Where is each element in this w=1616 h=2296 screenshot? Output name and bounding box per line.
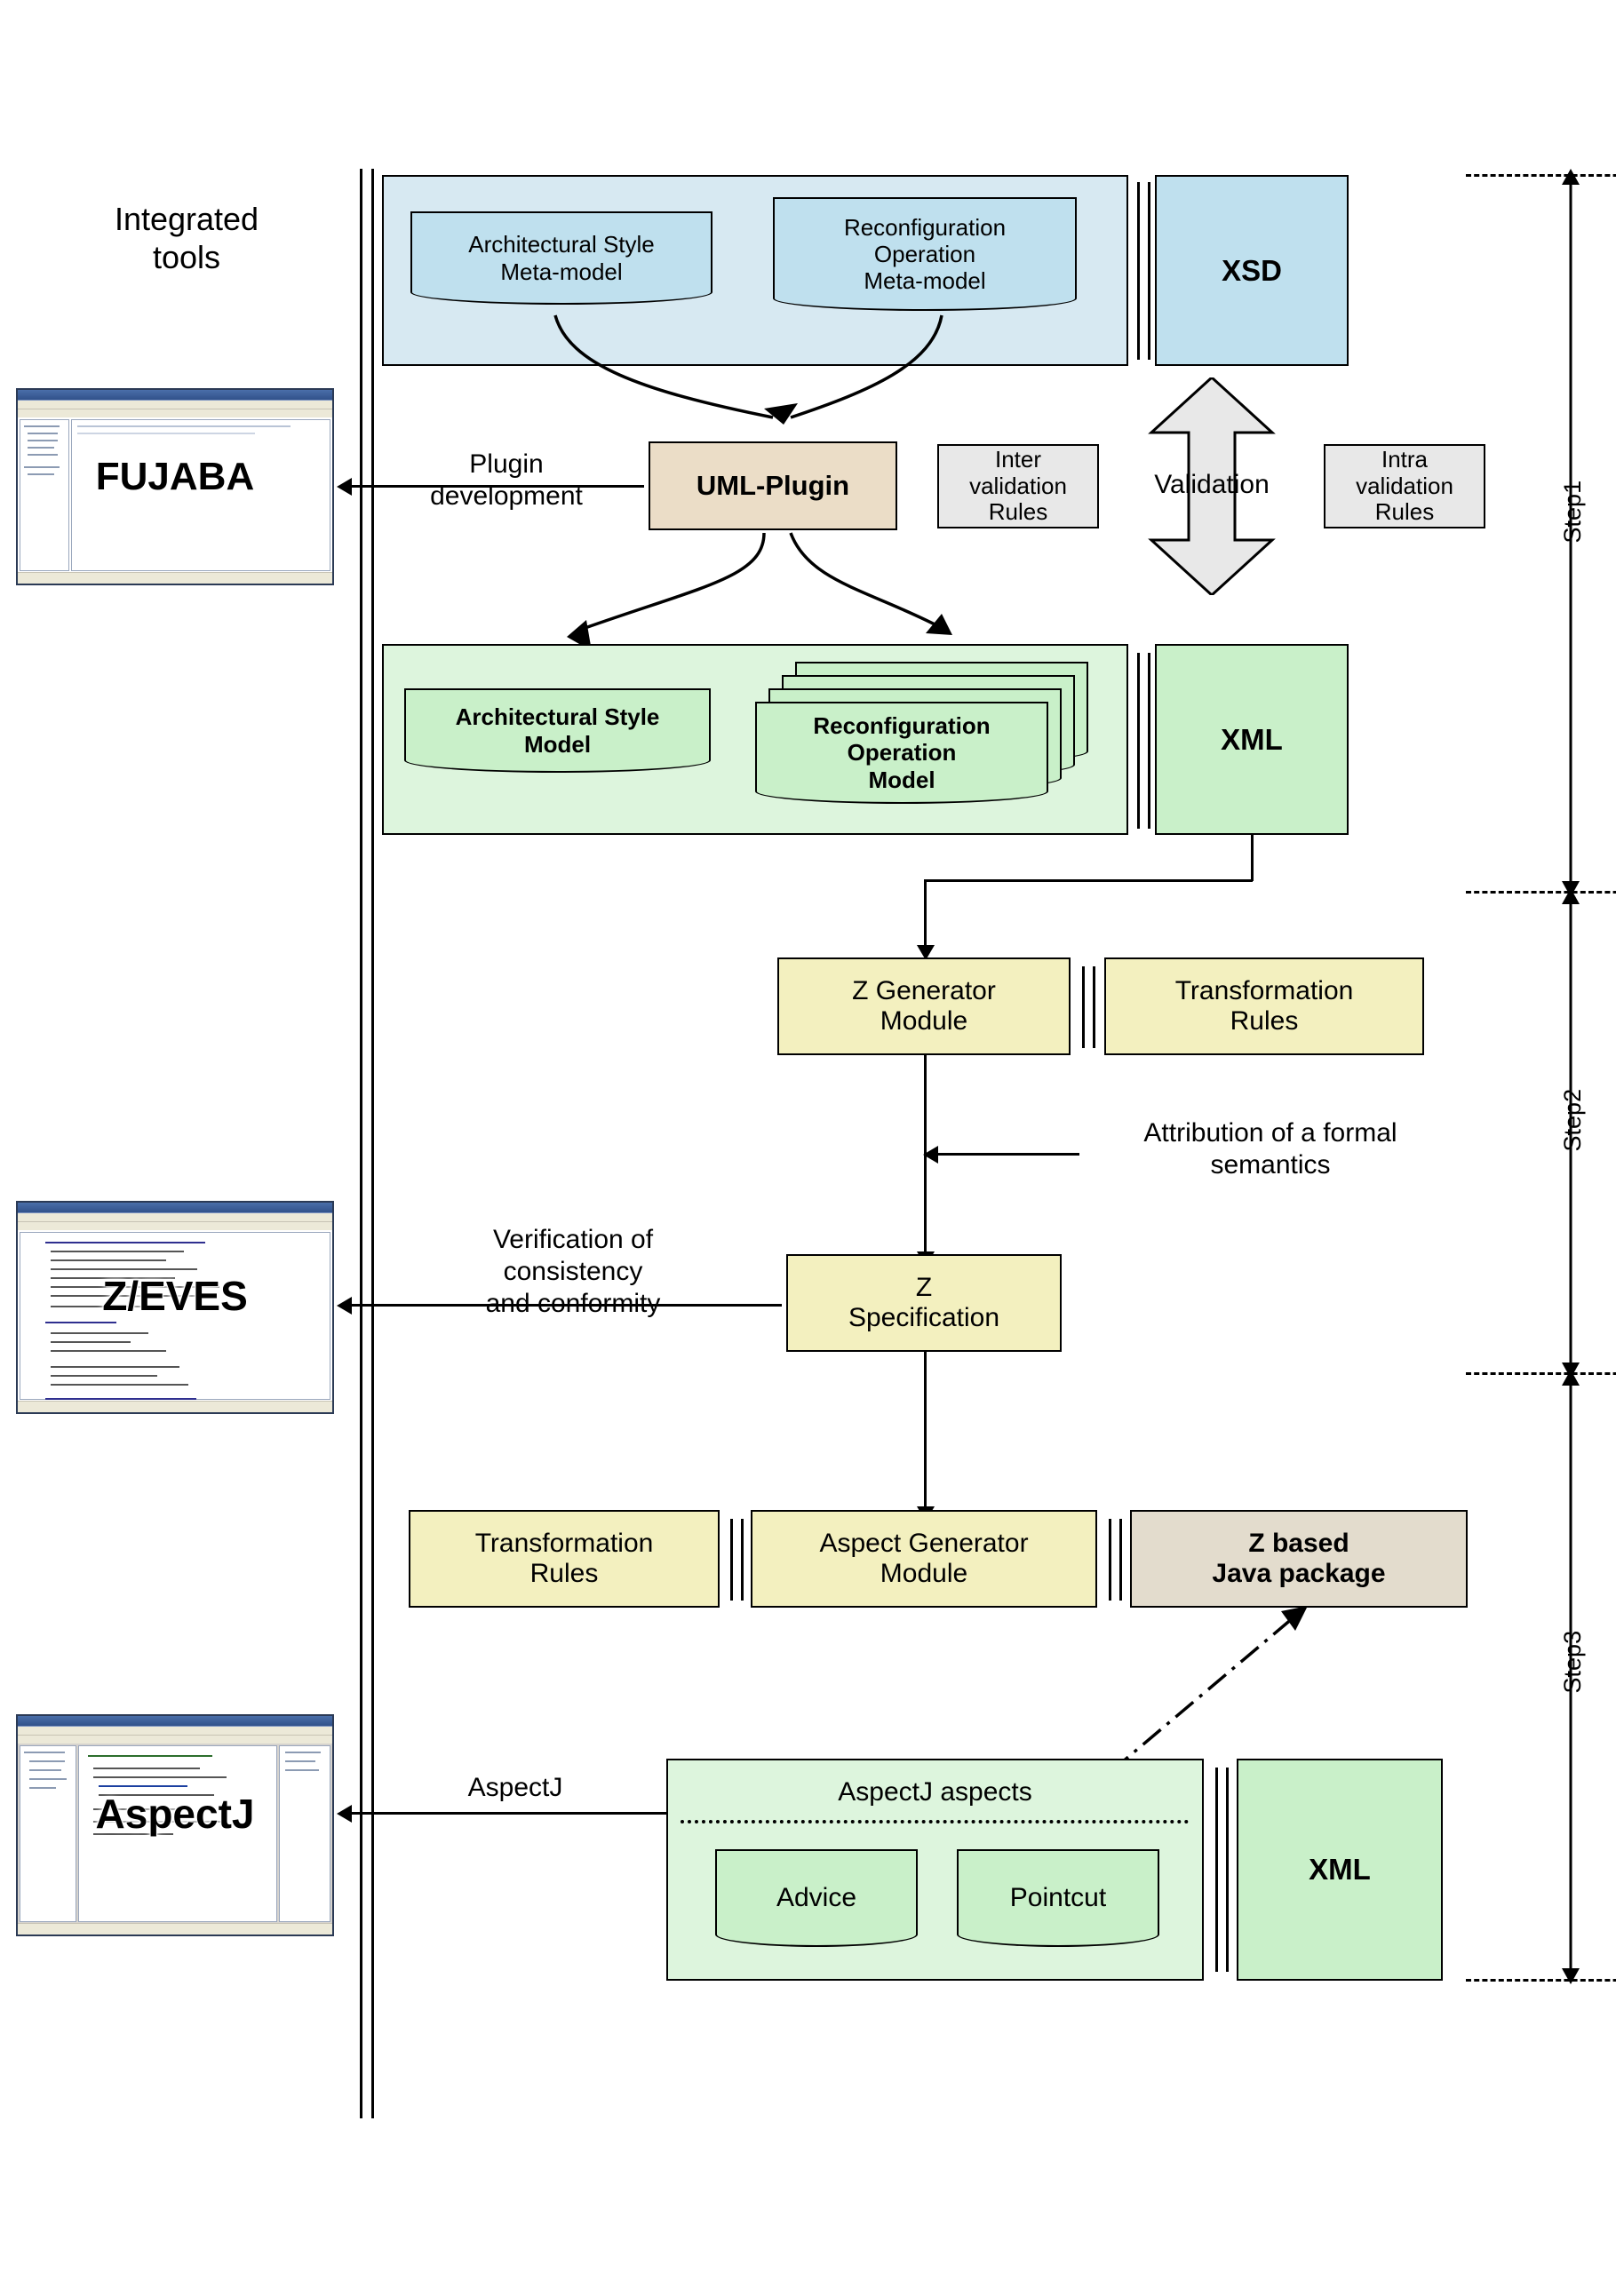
inter-line3: Rules: [988, 498, 1048, 526]
asm-line2: Model: [523, 730, 592, 758]
javapkg-line2: Java package: [1212, 1559, 1386, 1588]
vertical-spine: [360, 169, 374, 2118]
separator-rules-aspectgen: [730, 1519, 744, 1601]
rom-line1: Reconfiguration: [813, 712, 991, 740]
zgen-line2: Module: [880, 1006, 968, 1036]
xml-step3-label: XML: [1309, 1853, 1371, 1887]
asm-line1: Architectural Style: [455, 703, 660, 731]
integrated-tools-label: [53, 200, 320, 276]
step3-label: [1558, 1609, 1587, 1715]
step-divider-1-2: [1466, 891, 1616, 894]
xml-to-zgen-vline-2: [924, 879, 927, 946]
xml-to-zgen-vline-1: [1251, 835, 1254, 881]
aspectj-arrow-label: [382, 1772, 649, 1804]
xsd-box[interactable]: [1155, 175, 1349, 366]
architectural-style-model-box[interactable]: [404, 688, 711, 773]
architectural-style-metamodel-box[interactable]: [410, 211, 712, 305]
romm-line1: Reconfiguration: [843, 213, 1007, 241]
attribution-label: [1075, 1117, 1466, 1181]
xml-step1-label: XML: [1221, 722, 1283, 756]
aspectgen-line1: Aspect Generator: [819, 1528, 1029, 1558]
xml-to-zgen-hline: [924, 879, 1253, 882]
step2-label: [1558, 1067, 1587, 1173]
intra-validation-rules-box[interactable]: [1324, 444, 1485, 528]
separator-aspectgen-javapkg: [1109, 1519, 1122, 1601]
step2-text: Step2: [1558, 1088, 1586, 1152]
pointcut-label: Pointcut: [1009, 1882, 1107, 1912]
aspectj-arrow-text: AspectJ: [467, 1773, 563, 1802]
romm-line2: Operation: [873, 240, 976, 267]
aspectj-caption: [16, 1790, 334, 1838]
fujaba-caption: [16, 455, 334, 499]
tr3-line1: Transformation: [474, 1528, 654, 1558]
aspectj-arrow: [351, 1812, 666, 1815]
aspectj-caption-text: AspectJ: [95, 1791, 255, 1837]
tr3-line2: Rules: [529, 1559, 599, 1588]
verification-line2: consistency: [503, 1257, 643, 1286]
aspects-to-javapkg-arrow: [1075, 1599, 1430, 1785]
step3-text: Step3: [1558, 1630, 1586, 1694]
uml-plugin-label: UML-Plugin: [696, 470, 850, 502]
integrated-tools-line2: tools: [152, 239, 221, 276]
advice-label: Advice: [776, 1882, 857, 1912]
separator-model-xml: [1137, 653, 1150, 829]
separator-zgen-rules: [1082, 966, 1095, 1048]
step1-text: Step1: [1558, 480, 1586, 544]
step-divider-bottom: [1466, 1979, 1616, 1982]
inter-line2: validation: [969, 472, 1067, 499]
romm-line3: Meta-model: [864, 267, 986, 295]
separator-aspects-xml: [1215, 1768, 1229, 1972]
inter-line1: Inter: [994, 446, 1041, 473]
attribution-line1: Attribution of a formal: [1143, 1118, 1397, 1148]
verification-line1: Verification of: [492, 1225, 654, 1254]
reconfiguration-operation-model-box[interactable]: [755, 702, 1048, 804]
aspectj-aspects-title: [666, 1776, 1204, 1808]
rom-line2: Operation: [847, 739, 957, 767]
attribution-arrow: [937, 1153, 1079, 1156]
zspec-line1: Z: [915, 1272, 933, 1302]
advice-box[interactable]: [715, 1849, 918, 1947]
aspectj-aspects-divider: [681, 1820, 1189, 1823]
asmm-line1: Architectural Style: [468, 231, 655, 258]
zspec-line2: Specification: [848, 1303, 1000, 1332]
tr2-line1: Transformation: [1174, 975, 1354, 1005]
xsd-label: XSD: [1222, 253, 1282, 287]
rom-line3: Model: [868, 766, 935, 793]
transformation-rules-step3-box[interactable]: [409, 1510, 720, 1608]
verification-line3: and conformity: [485, 1289, 661, 1318]
fujaba-caption-text: FUJABA: [95, 455, 255, 498]
plugin-development-label: [386, 449, 626, 512]
zeves-caption-text: Z/EVES: [102, 1273, 248, 1319]
pointcut-box[interactable]: [957, 1849, 1159, 1947]
attribution-line2: semantics: [1210, 1150, 1331, 1180]
xml-step3-box[interactable]: [1237, 1759, 1443, 1981]
z-specification-box[interactable]: [786, 1254, 1062, 1352]
aspect-generator-module-box[interactable]: [751, 1510, 1097, 1608]
intra-line3: Rules: [1374, 498, 1435, 526]
intra-line1: Intra: [1381, 446, 1428, 473]
verification-label: [373, 1224, 773, 1320]
validation-text: Validation: [1154, 470, 1270, 499]
transformation-rules-step2-box[interactable]: [1104, 957, 1424, 1055]
aspectgen-line2: Module: [880, 1559, 968, 1588]
xml-step1-box[interactable]: [1155, 644, 1349, 835]
inter-validation-rules-box[interactable]: [937, 444, 1099, 528]
javapkg-line1: Z based: [1248, 1528, 1349, 1558]
aspectj-aspects-text: AspectJ aspects: [838, 1777, 1032, 1807]
integrated-tools-line1: Integrated: [114, 201, 259, 237]
uml-plugin-box[interactable]: [649, 441, 897, 530]
tr2-line2: Rules: [1230, 1006, 1299, 1036]
validation-label: [1121, 469, 1302, 501]
step-divider-2-3: [1466, 1372, 1616, 1375]
intra-line2: validation: [1356, 472, 1453, 499]
plugin-dev-line1: Plugin: [469, 449, 544, 479]
zspec-to-aspectgen-line: [924, 1352, 927, 1507]
step1-label: [1558, 458, 1587, 565]
asmm-line2: Meta-model: [500, 258, 623, 285]
step-divider-top: [1466, 174, 1616, 177]
plugin-dev-line2: development: [430, 481, 583, 511]
zgen-line1: Z Generator: [852, 975, 996, 1005]
metamodel-to-plugin-arrows: [382, 293, 1182, 453]
z-based-java-package-box[interactable]: [1130, 1510, 1468, 1608]
zeves-caption: [16, 1272, 334, 1320]
z-generator-module-box[interactable]: [777, 957, 1071, 1055]
